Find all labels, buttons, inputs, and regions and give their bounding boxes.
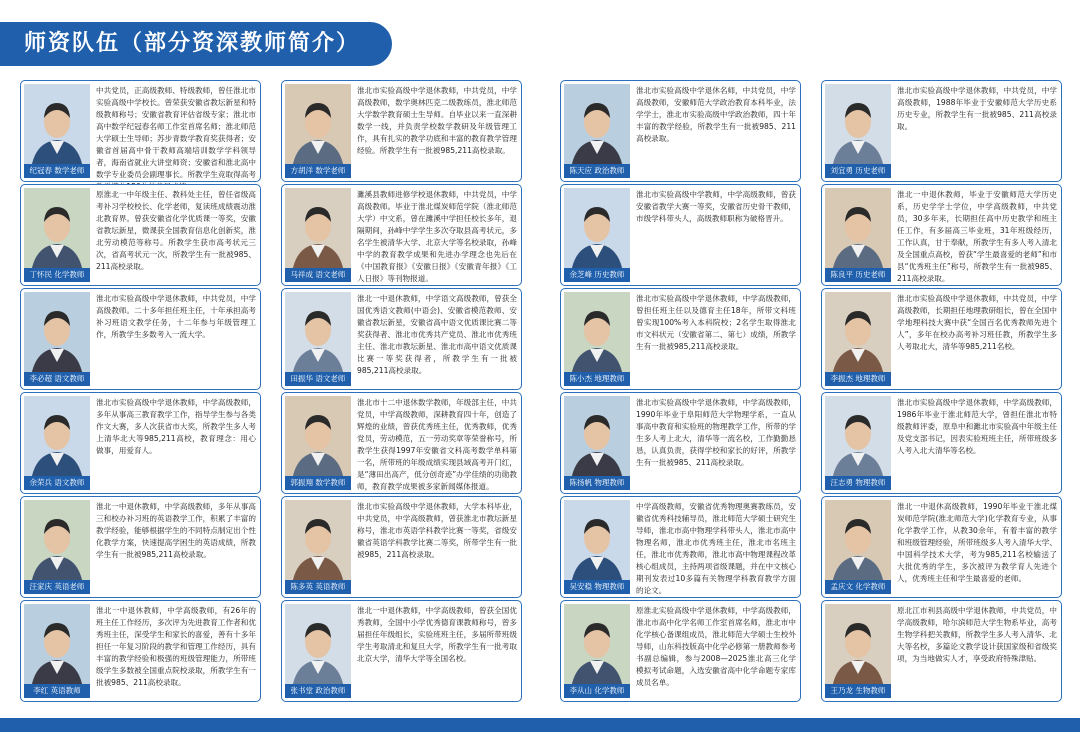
- teacher-name-label: 李振杰 地理教师: [825, 372, 891, 386]
- teacher-photo: [24, 292, 90, 386]
- teacher-photo: [564, 500, 630, 594]
- teacher-bio: 淮北市实验高级中学退休教师，中共党员，中学高级教师，长期担任地理教研组长，曾在全国中学地理科技大赛中获“全国百名优秀教师先进个人”，多年在校办高考补习班任教，所教学生多人考取北大，清华等985,211名校。: [897, 294, 1057, 351]
- teacher-bio: 淮北一中退休教师，中学高级教师，多年从事高三和校办补习班的英语教学工作，积累了丰富的教学经验，能够根据学生的不同特点制定出个性化教学方案，快速提高学困生的英语成绩，所教学生有一批被985,211高校录取。: [96, 502, 256, 559]
- teacher-photo: [825, 292, 891, 386]
- teacher-card: [821, 184, 1062, 286]
- teacher-card: [281, 288, 522, 390]
- teacher-name-label: 余芝峰 历史教师: [564, 268, 630, 282]
- teacher-bio: 原淮北实验高级中学退休教师，中学高级教师，淮北市高中化学名师工作室首席名师，淮北市中化学核心备课组成员，淮北师范大学硕士生校外导师，山东科技版高中化学必修第一册教师参考书副总编辑，参与2008—2025淮北高三化学模拟考试命题，入选安徽省高中化学命题专家库成员名单。: [636, 606, 796, 687]
- teacher-card: [821, 288, 1062, 390]
- teacher-photo: [564, 188, 630, 282]
- teacher-bio: 淮北市十二中退休数学教师，年级部主任，中共党员，中学高级教师，深耕教育四十年，创造了辉煌的业绩，曾获优秀班主任，优秀教师，优秀党员，劳动模范，五一劳动奖章等荣誉称号，所教学生获得1997年安徽省文科高考数学单科第一名，所带班的年级成绩实现县域高考开门红，是“薄田出高产，低分创奇迹”办学佳绩的功勋教师，教育教学成果被多家新闻媒体报道。: [357, 398, 517, 491]
- teacher-photo: [564, 604, 630, 698]
- teacher-card: [20, 392, 261, 494]
- teacher-photo: [564, 292, 630, 386]
- teacher-card: [560, 600, 801, 702]
- teacher-bio: 淮北市实验高级中学退休教师，中学高级教师，1986年毕业于淮北师范大学，曾担任淮北市特级教师评委，原阜中和濉北市实验高中年级主任及党支部书记，因表实验班班主任，所带班级多人考入北大清华等名校。: [897, 398, 1057, 455]
- teacher-name-label: 陈天应 政治教师: [564, 164, 630, 178]
- teacher-card: [20, 496, 261, 598]
- teacher-bio: 淮北市实验高级中学退休教师，中共党员，中学高级教师，1988年毕业于安徽师范大学历史系历史专业，所教学生有一批被985、211高校录取。: [897, 86, 1057, 131]
- teacher-bio: 中学高级教师，安徽省优秀物理奥赛教练员，安徽省优秀科技辅导员，淮北师范大学硕士研究生导师，淮北市高中物理学科带头人，淮北市高中物理名师，淮北市优秀班主任，淮北市名班主任，淮北市优秀教师，淮北市高中物理课程改革核心组成员，主持两项省级课题，并在中文核心期刊发表过10多篇有关物理学科教育教学方面的论文。: [636, 502, 796, 595]
- teacher-name-label: 张书堂 政治教师: [285, 684, 351, 698]
- teacher-card: [821, 80, 1062, 182]
- teacher-name-label: 李从山 化学教师: [564, 684, 630, 698]
- teacher-bio: 淮北市实验高级中学退休教师，中共党员，中学高级教师。二十多年担任班主任，十年承担高考补习班语文教学任务，十二年参与年级管理工作，所教学生多数考入一流大学。: [96, 294, 256, 339]
- teacher-photo: [825, 604, 891, 698]
- teacher-card: [560, 80, 801, 182]
- teacher-name-label: 王乃龙 生物教师: [825, 684, 891, 698]
- teacher-photo: [285, 292, 351, 386]
- teacher-photo: [24, 188, 90, 282]
- teacher-card: [20, 288, 261, 390]
- teacher-photo: [285, 188, 351, 282]
- teacher-card: [560, 184, 801, 286]
- teacher-bio: 濉溪县教师进修学校退休教师，中共党员，中学高级教师。毕业于淮北煤炭师范学院（淮北师范大学）中文系，曾在濉溪中学担任校长多年，退隔期间，孙峰中学学生多次夺取县高考状元，多名学生被清华大学、北京大学等名校录取，孙峰中学的教育教学成果和先进办学理念也先后在《中国教育报》《安徽日报》《安徽青年报》《工人日报》等刊物报道。: [357, 190, 517, 283]
- teacher-photo: [24, 604, 90, 698]
- teacher-card: [20, 80, 261, 182]
- teacher-name-label: 方胡洋 数学老师: [285, 164, 351, 178]
- teacher-photo: [285, 84, 351, 178]
- teacher-name-label: 孟庆文 化学教师: [825, 580, 891, 594]
- teacher-photo: [825, 188, 891, 282]
- teacher-bio: 淮北市实验高级中学退休名师，中共党员，中学高级教师，安徽师范大学政治教育本科毕业，法学学士，淮北市实验高级中学政治教师，四十年丰富的教学经验，所教学生有一批被985、211高校录取。: [636, 86, 796, 143]
- teacher-card: [281, 184, 522, 286]
- teacher-name-label: 马祥成 语文老师: [285, 268, 351, 282]
- teacher-photo: [825, 500, 891, 594]
- teacher-name-label: 李必超 语文教师: [24, 372, 90, 386]
- teacher-bio: 淮北一中退休教师，毕业于安徽师范大学历史系，历史学学士学位，中学高级教师，中共党员，30多年来，长期担任高中历史教学和班主任工作，有多届高三毕业班，31年班级经历，工作认真，甘于奉献，所教学生有多人考入清北及全国重点高校，曾获“学生最喜爱的老师”和市县“优秀班主任”称号，所教学生有一批被985、211高校录取。: [897, 190, 1057, 283]
- teacher-bio: 淮北市实验高级中学退休教师，中学高级教师，多年从事高三教育教学工作，指导学生参与各类作文大赛，多人次获省市大奖，所教学生多人考上清华北大等985,211高校，教育理念：用心做事，用爱育人。: [96, 398, 256, 455]
- teacher-photo: [24, 396, 90, 490]
- teacher-name-label: 丁怀民 化学教师: [24, 268, 90, 282]
- teacher-name-label: 汪志勇 物理教师: [825, 476, 891, 490]
- teacher-name-label: 陈扬帆 物理教师: [564, 476, 630, 490]
- teacher-photo: [285, 396, 351, 490]
- teacher-photo: [24, 500, 90, 594]
- page-title: 师资队伍（部分资深教师简介）: [24, 31, 361, 56]
- teacher-card: [20, 184, 261, 286]
- teacher-photo: [285, 604, 351, 698]
- teacher-card: [560, 496, 801, 598]
- teacher-card: [281, 600, 522, 702]
- teacher-photo: [825, 84, 891, 178]
- teacher-bio: 淮北市实验高级中学教师，中学高级教师，曾获安徽省教学大赛一等奖，安徽省历史骨干教师，市级学科带头人，高级教师职称为破格晋升。: [636, 190, 796, 223]
- teacher-name-label: 余荣兵 语文教师: [24, 476, 90, 490]
- teacher-bio: 原北江市利县高级中学退休教师，中共党员，中学高级教师，哈尔滨师范大学生物系毕业，高考生物学科把关教师，所教学生多人考入清华、北大等名校，多篇论文教学设计获国家级和省级奖项，为当地做实人才，享受政府特殊津贴。: [897, 606, 1057, 663]
- teacher-name-label: 陈小杰 地理教师: [564, 372, 630, 386]
- teacher-name-label: 郭振翔 数学教师: [285, 476, 351, 490]
- teacher-name-label: 汪家庆 英语老师: [24, 580, 90, 594]
- teacher-card: [281, 496, 522, 598]
- header-banner: [0, 22, 392, 66]
- teacher-name-label: 田振华 语文老师: [285, 372, 351, 386]
- teacher-card: [560, 288, 801, 390]
- teacher-card: [821, 392, 1062, 494]
- teacher-bio: 淮北一中退休教师，中学语文高级教师，曾获全国优秀语文教师(中语会)、安徽省模范教师、安徽省教坛新星，安徽省高中语文优质课比赛二等奖获得者、淮北市优秀共产党员、淮北市优秀班主任、淮北市教坛新星、淮北市高中语文优质课比赛一等奖获得者，所教学生有一批被985,211高校录取。: [357, 294, 517, 375]
- teacher-bio: 淮北一中退休高级教师，1990年毕业于淮北煤炭师范学院(淮北师范大学)化学教育专业，从事化学教学工作，从教30余年，有着丰富的教学和班级管理经验，所带班级多人考入清华大学、中国科学技术大学，考为985,211名校输送了大批优秀的学生，多次被评为教学育人先进个人，优秀班主任和学生最喜爱的老师。: [897, 502, 1057, 583]
- teacher-bio: 淮北一中退休教师，中学高级教师，曾获全国优秀教师，全国中小学优秀德育课教师称号，曾多届担任年级组长，实验班班主任，多届所带班级学生考取清北和复旦大学，所教学生有一批考取北京大学，清华大学等全国名校。: [357, 606, 517, 663]
- teacher-name-label: 刘宜勇 历史老师: [825, 164, 891, 178]
- teacher-card: [20, 600, 261, 702]
- teacher-photo: [564, 84, 630, 178]
- teacher-name-label: 陈良平 历史老师: [825, 268, 891, 282]
- teacher-photo: [825, 396, 891, 490]
- footer-bar: [0, 718, 1080, 732]
- teacher-bio: 淮北市实验高级中学退休教师，大学本科毕业，中共党员，中学高级教师，曾获淮北市教坛新星称号，淮北市英语学科教学比赛一等奖，省级安徽省英语学科教学比赛二等奖，所带学生有一批被985，211高校录取。: [357, 502, 517, 559]
- teacher-bio: 淮北市实验高级中学退休教师，中学高级教师，1990年毕业于阜阳师范大学物理学系，一直从事高中教育和实验班的物理教学工作，所带的学生多人考上北大，清华等一流名校，工作勤勤恳恳，认真负责，获得学校和家长的好评，所教学生有一批被985、211高校录取。: [636, 398, 796, 467]
- teacher-name-label: 李红 英语教师: [24, 684, 90, 698]
- teacher-card: [821, 600, 1062, 702]
- teacher-name-label: 陈多英 英语教师: [285, 580, 351, 594]
- teacher-bio: 淮北市实验高级中学退休教师，中共党员，中学高级教师，数学奥林匹克二级教练员，淮北师范大学数学教育硕士生导师。自毕业以来一直深耕数学一线，并负责学校数学教研及年级管理工作，具有扎实的教学功底和丰富的教育教学管理经验。所教学生有一批被985,211高校录取。: [357, 86, 517, 155]
- teacher-photo: [564, 396, 630, 490]
- teacher-bio: 淮北一中退休教师，中学高级教师，有26年的班主任工作经历，多次评为先进教育工作者和优秀班主任，深受学生和家长的喜爱，善有十多年担任一年复习阶段的教学和管理工作经历，具有丰富的教学经验和极强的班级管理能力，所带班级学生多数被全国重点院校录取，所教学生有一批被985、211高校录取。: [96, 606, 256, 687]
- teacher-card: [281, 80, 522, 182]
- teacher-name-label: 吴安稳 物理教师: [564, 580, 630, 594]
- teacher-card: [821, 496, 1062, 598]
- teacher-photo: [285, 500, 351, 594]
- teacher-photo: [24, 84, 90, 178]
- teacher-bio: 淮北市实验高级中学退休教师，中学高级教师，曾担任班主任以及德育主任18年，所带文科班曾实现100%考入本科院校；2名学生取得淮北市文科状元（安徽省第二、第七）成绩，所教学生有一批被985,211高校录取。: [636, 294, 796, 351]
- teacher-name-label: 纪冠春 数学老师: [24, 164, 90, 178]
- teacher-card: [281, 392, 522, 494]
- teacher-bio: 原淮北一中年级主任、教科处主任，曾任省级高考补习学校校长、化学老师，复读班成绩震动淮北教育界。曾获安徽省化学优质课一等奖，安徽省教坛新星，微课获全国教育信息化创新奖，淮北劳动模范等称号。所教学生获市高考状元三次，省高考状元一次，所教学生有一批被985、211高校录取。: [96, 190, 256, 271]
- teacher-bio: 中共党员，正高级教师、特级教师，曾任淮北市实验高级中学校长。曾荣获安徽省教坛新星和特级教师称号；安徽省教育评估省级专家；淮北市高中数学纪冠春名师工作室首席名师；淮北师范大学硕士生导师；苏步青数学教育奖获得者；安徽省首届高中骨干教师高端培训数学学科领导者，海南省就业大讲堂师资；安徽省和淮北高中数学专业委员会副理事长。所教学生竞取得高考: [96, 86, 256, 179]
- teacher-card: [560, 392, 801, 494]
